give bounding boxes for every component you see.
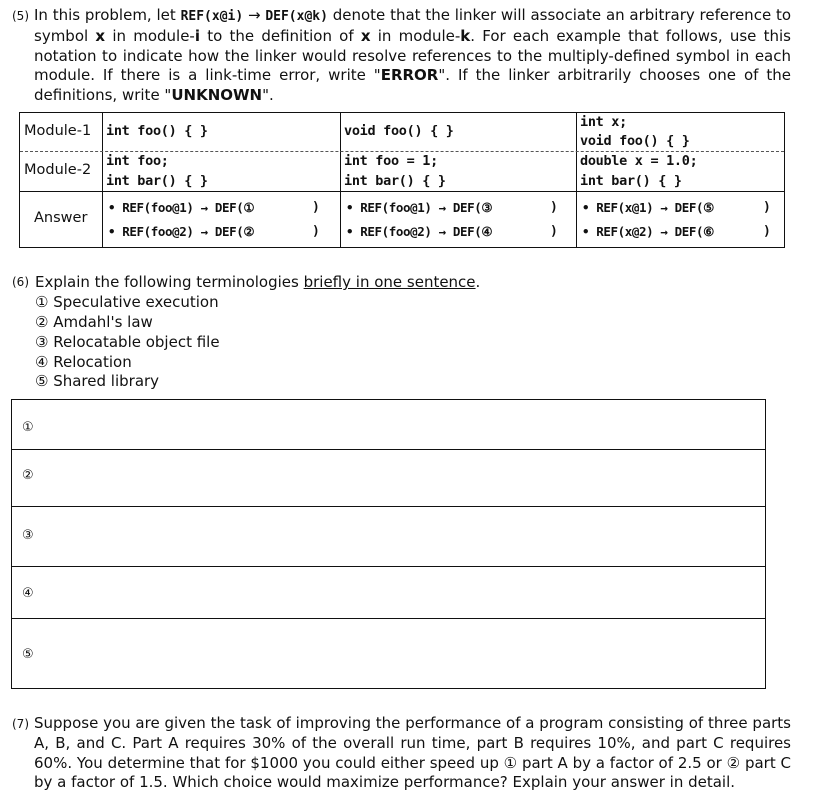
box-divider bbox=[11, 618, 766, 619]
problem-7-text: Suppose you are given the task of improving the performance of a program consisting of three parts A, B, and C. Part A requires 30% of the overall run time, part B requires 10%, and part C requires 60%. You determine that for $1000 you could either speed up ① part A by a factor of 2.5 or ② part C by a factor of 1.5. Which choice would maximize performance? Explain your answer in detail. bbox=[34, 714, 791, 792]
q5-seg: denote that the linker will associate an arbitrary reference to symbol bbox=[34, 6, 792, 45]
col-divider bbox=[102, 113, 103, 247]
code-line: int x; bbox=[580, 114, 627, 130]
term-item: ② Amdahl's law bbox=[35, 313, 153, 331]
code-line: void foo() { } bbox=[580, 133, 690, 149]
answer-blank-close: ) bbox=[312, 224, 320, 239]
linker-table bbox=[19, 112, 785, 248]
answer-box-label-5: ⑤ bbox=[22, 647, 34, 662]
answer-blank-close: ) bbox=[550, 224, 558, 239]
problem-7-number: (7) bbox=[12, 717, 29, 731]
q5-seg: in module- bbox=[370, 26, 461, 45]
answer-boxes bbox=[11, 399, 766, 689]
answer-line: • REF(x@1) → DEF(⑤ bbox=[582, 200, 714, 215]
code-line: int bar() { } bbox=[580, 173, 682, 189]
symbol-k: k bbox=[460, 26, 471, 45]
box-divider bbox=[11, 566, 766, 567]
code-line: void foo() { } bbox=[344, 123, 454, 139]
code-line: int foo = 1; bbox=[344, 153, 438, 169]
answer-blank-close: ) bbox=[763, 224, 771, 239]
symbol-x: x bbox=[95, 26, 106, 45]
symbol-x: x bbox=[360, 26, 371, 45]
q5-seg: In this problem, let bbox=[34, 6, 181, 24]
term-item: ① Speculative execution bbox=[35, 293, 219, 311]
term-item: ③ Relocatable object file bbox=[35, 333, 220, 351]
problem-5-number: (5) bbox=[12, 9, 29, 23]
prompt-underlined: briefly in one sentence bbox=[303, 273, 476, 291]
ref-notation: REF(x@i) bbox=[180, 9, 244, 24]
answer-blank-close: ) bbox=[312, 200, 320, 215]
box-divider bbox=[11, 506, 766, 507]
q5-seg: ". bbox=[262, 86, 274, 105]
code-line: double x = 1.0; bbox=[580, 153, 698, 169]
answer-box-label-4: ④ bbox=[22, 586, 34, 601]
problem-6-number: (6) bbox=[12, 275, 29, 289]
q5-seg: . For each example that follows, use this notation to indicate how the linker would resolve references to the multiply-defined symbol in each module. If there is a link-time error, write " bbox=[34, 26, 791, 85]
row-divider-dashed bbox=[20, 151, 784, 152]
answer-line: • REF(foo@1) → DEF(① bbox=[108, 200, 255, 215]
answer-line: • REF(foo@2) → DEF(④ bbox=[346, 224, 493, 239]
answer-box-label-1: ① bbox=[22, 420, 34, 435]
answer-blank-close: ) bbox=[550, 200, 558, 215]
q5-seg: to the definition of bbox=[200, 26, 361, 45]
row-header-module-1: Module-1 bbox=[24, 123, 92, 139]
answer-box-label-3: ③ bbox=[22, 528, 34, 543]
problem-6-prompt bbox=[35, 273, 480, 291]
error-keyword: ERROR bbox=[380, 66, 439, 85]
term-item: ⑤ Shared library bbox=[35, 372, 160, 390]
prompt-text: Explain the following terminologies bbox=[35, 273, 304, 291]
row-header-answer: Answer bbox=[34, 210, 88, 226]
col-divider bbox=[576, 113, 577, 247]
code-line: int foo() { } bbox=[106, 123, 208, 139]
q5-seg: ". If the linker arbitrarily chooses one of the definitions, write " bbox=[34, 66, 791, 105]
symbol-i: i bbox=[194, 26, 200, 45]
answer-line: • REF(x@2) → DEF(⑥ bbox=[582, 224, 714, 239]
code-line: int bar() { } bbox=[106, 173, 208, 189]
answer-line: • REF(foo@1) → DEF(③ bbox=[346, 200, 493, 215]
unknown-keyword: UNKNOWN bbox=[171, 86, 263, 105]
box-divider bbox=[11, 449, 766, 450]
arrow: → bbox=[243, 6, 266, 24]
row-header-module-2: Module-2 bbox=[24, 162, 92, 178]
code-line: int bar() { } bbox=[344, 173, 446, 189]
problem-5-text bbox=[34, 6, 791, 106]
answer-blank-close: ) bbox=[763, 200, 771, 215]
col-divider bbox=[340, 113, 341, 247]
answer-box-label-2: ② bbox=[22, 468, 34, 483]
prompt-text: . bbox=[475, 273, 481, 291]
term-item: ④ Relocation bbox=[35, 353, 132, 371]
q5-seg: in module- bbox=[105, 26, 195, 45]
row-divider bbox=[20, 191, 784, 192]
answer-line: • REF(foo@2) → DEF(② bbox=[108, 224, 255, 239]
code-line: int foo; bbox=[106, 153, 169, 169]
def-notation: DEF(x@k) bbox=[265, 9, 328, 24]
